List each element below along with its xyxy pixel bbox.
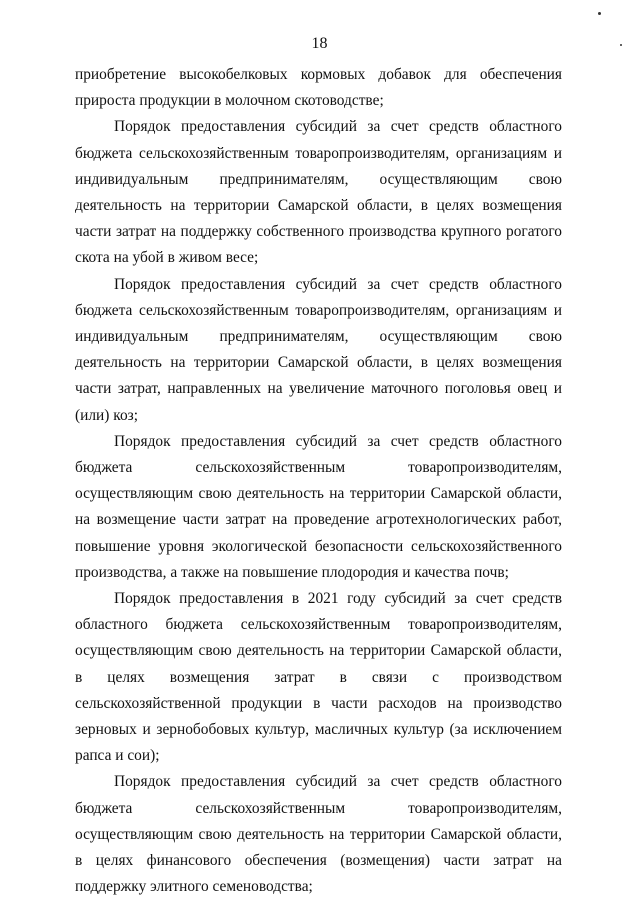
paragraph-cattle-subsidy: Порядок предоставления субсидий за счет средств областного бюджета сельскохозяйственным товаропроизводителям, организациям и индивидуальным предпринимателям, осуществляющим свою деятельность на территории Самарской области, в целях возмещения части затрат на поддержку собственного производства крупного рогатого скота на убой в живом весе; bbox=[75, 118, 562, 267]
paragraph-grain-subsidy: Порядок предоставления в 2021 году субсидий за счет средств областного бюджета сельскохозяйственным товаропроизводителям, осуществляющим свою деятельность на территории Самарской области, в целях возмещения затрат в связи с производством сельскохозяйственной продукции в части расходов на производство зерновых и зернобобовых культур, масличных культур (за исключением рапса и сои); bbox=[75, 590, 562, 765]
paragraph-continuation: приобретение высокобелковых кормовых добавок для обеспечения прироста продукции в молочном скотоводстве; bbox=[75, 66, 562, 110]
document-body bbox=[75, 62, 562, 901]
page-number: 18 bbox=[311, 35, 328, 52]
scan-speck bbox=[620, 44, 622, 46]
scan-speck bbox=[598, 12, 601, 15]
paragraph-agrotech-subsidy: Порядок предоставления субсидий за счет средств областного бюджета сельскохозяйственным товаропроизводителям, осуществляющим свою деятельность на территории Самарской области, на возмещение части затрат на проведение агротехнологических работ, повышение уровня экологической безопасности сельскохозяйственного производства, а также на повышение плодородия и качества почв; bbox=[75, 432, 562, 581]
paragraph-seed-subsidy: Порядок предоставления субсидий за счет средств областного бюджета сельскохозяйственным товаропроизводителям, осуществляющим свою деятельность на территории Самарской области, в целях финансового обеспечения (возмещения) части затрат на поддержку элитного семеноводства; bbox=[75, 773, 562, 896]
paragraph-sheep-goat-subsidy: Порядок предоставления субсидий за счет средств областного бюджета сельскохозяйственным товаропроизводителям, организациям и индивидуальным предпринимателям, осуществляющим свою деятельность на территории Самарской области, в целях возмещения части затрат, направленных на увеличение маточного поголовья овец и (или) коз; bbox=[75, 275, 562, 424]
